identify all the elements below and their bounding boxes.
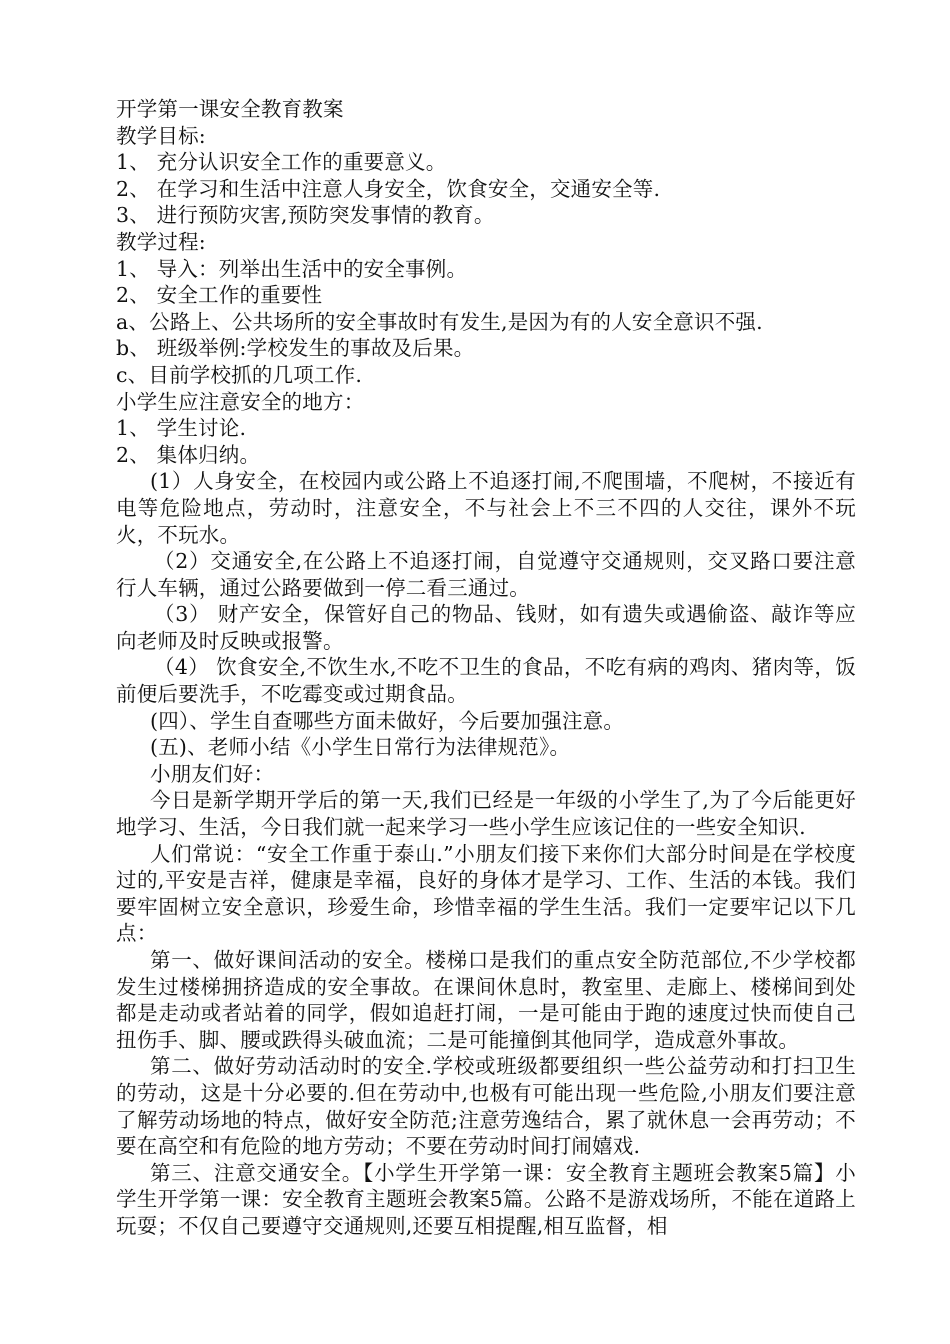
section-self-check: (四）、学生自查哪些方面未做好，今后要加强注意。	[150, 708, 625, 733]
safety-item-food: （4） 饮食安全,不饮生水,不吃不卫生的食品，不吃有病的鸡肉、猪肉等，饭前便后要洗手，不吃霉变或过期食品。	[116, 655, 856, 707]
goals-heading: 教学目标:	[116, 123, 206, 148]
process-item: a、公路上、公共场所的安全事故时有发生,是因为有的人安全意识不强.	[116, 309, 763, 334]
process-item: 1、 导入：列举出生活中的安全事例。	[116, 256, 468, 281]
section-summary: (五)、老师小结《小学生日常行为法律规范》。	[150, 735, 571, 760]
speech-paragraph: 第二、做好劳动活动时的安全.学校或班级都要组织一些公益劳动和打扫卫生的劳动，这是十分必要的.但在劳动中,也极有可能出现一些危险,小朋友们要注意了解劳动场地的特点，做好安全防范;注意劳逸结合，累了就休息一会再劳动；不要在高空和有危险的地方劳动；不要在劳动时间打闹嬉戏.	[116, 1054, 856, 1159]
document-body	[116, 96, 856, 1240]
greeting: 小朋友们好：	[150, 761, 275, 786]
goal-item: 2、 在学习和生活中注意人身安全，饮食安全，交通安全等.	[116, 176, 661, 201]
speech-paragraph: 第一、做好课间活动的安全。楼梯口是我们的重点安全防范部位,不少学校都发生过楼梯拥挤造成的安全事故。在课间休息时，教室里、走廊上、楼梯间到处都是走动或者站着的同学，假如追赶打闹，一是可能由于跑的速度过快而使自己扭伤手、脚、腰或跌得头破血流；二是可能撞倒其他同学，造成意外事故。	[116, 948, 856, 1052]
process-item: 2、 安全工作的重要性	[116, 283, 323, 308]
safety-item-personal: (1）人身安全，在校园内或公路上不追逐打闹,不爬围墙，不爬树，不接近有电等危险地点，劳动时，注意安全，不与社会上不三不四的人交往，课外不玩火，不玩水。	[116, 469, 856, 547]
safety-item-property: （3） 财产安全，保管好自己的物品、钱财，如有遗失或遇偷盗、敲诈等应向老师及时反映或报警。	[116, 602, 856, 653]
process-item: c、目前学校抓的几项工作.	[116, 362, 363, 387]
process-item: b、 班级举例:学校发生的事故及后果。	[116, 336, 475, 361]
speech-paragraph: 第三、注意交通安全。【小学生开学第一课：安全教育主题班会教案5篇】小学生开学第一课：安全教育主题班会教案5篇。公路不是游戏场所，不能在道路上玩耍；不仅自己要遵守交通规则,还要互相提醒,相互监督，相	[116, 1160, 856, 1238]
process-heading: 教学过程:	[116, 229, 206, 254]
places-item: 1、 学生讨论.	[116, 416, 247, 441]
places-item: 2、 集体归纳。	[116, 442, 261, 467]
goal-item: 3、 进行预防灾害,预防突发事情的教育。	[116, 203, 495, 228]
document-title: 开学第一课安全教育教案	[116, 97, 344, 121]
speech-paragraph: 今日是新学期开学后的第一天,我们已经是一年级的小学生了,为了今后能更好地学习、生活，今日我们就一起来学习一些小学生应该记住的一些安全知识.	[116, 788, 856, 840]
places-heading: 小学生应注意安全的地方：	[116, 389, 365, 414]
speech-paragraph: 人们常说：“安全工作重于泰山.”小朋友们接下来你们大部分时间是在学校度过的,平安是吉祥，健康是幸福，良好的身体才是学习、工作、生活的本钱。我们要牢固树立安全意识，珍爱生命，珍惜幸福的学生生活。我们一定要牢记以下几点：	[116, 841, 856, 946]
safety-item-traffic: （2）交通安全,在公路上不追逐打闹，自觉遵守交通规则，交叉路口要注意行人车辆，通过公路要做到一停二看三通过。	[116, 549, 856, 600]
goal-item: 1、 充分认识安全工作的重要意义。	[116, 150, 447, 175]
